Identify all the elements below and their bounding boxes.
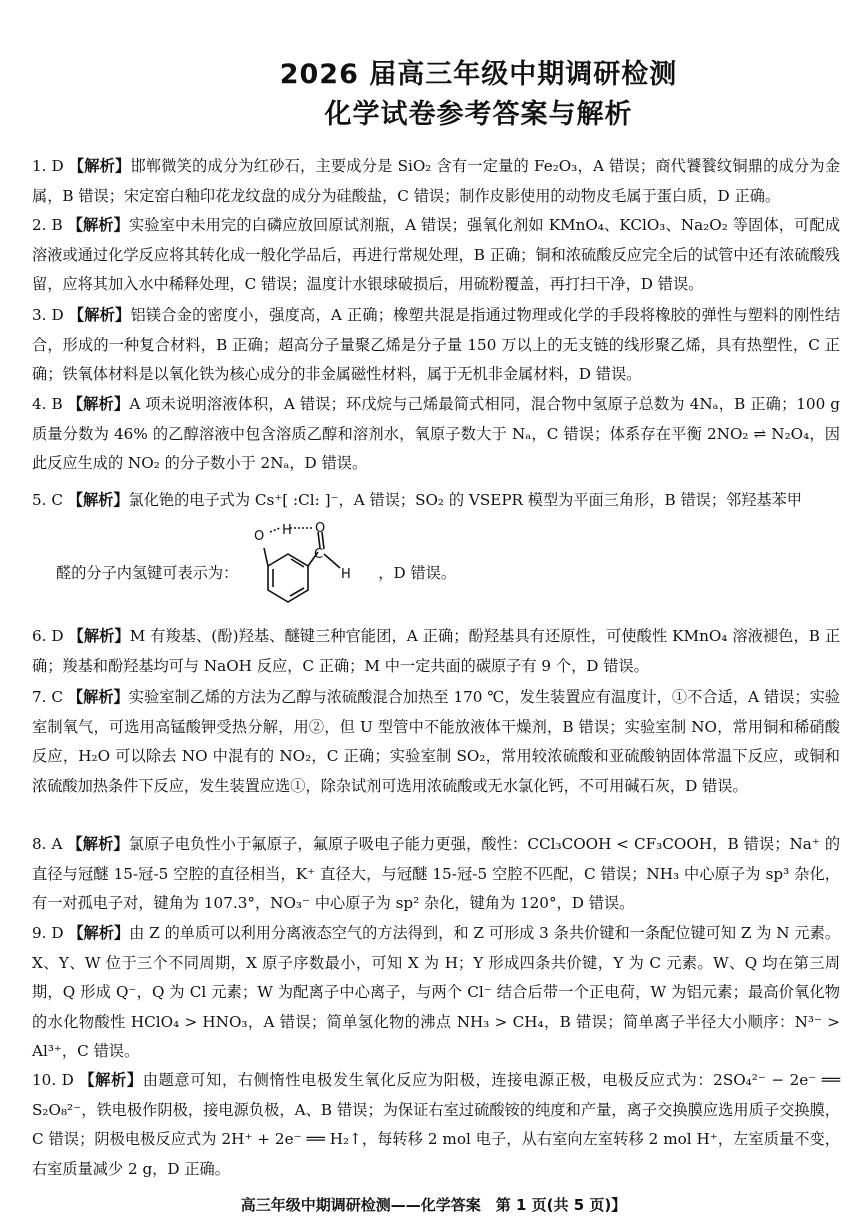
- analysis-text: 醛的分子内氢键可表示为：: [56, 564, 239, 582]
- answer-item-3: [32, 301, 840, 390]
- analysis-text: 铝镁合金的密度小，强度高，A 正确；橡塑共混是指通过物理或化学的手段将橡胶的弹性与塑料的刚性结合，形成的一种复合材料，B 正确；超高分子量聚乙烯是分子量 150 万以上的无支链的线形聚乙烯，具有热塑性，C 正确；铁氧体材料是以氧化铁为核心成分的非金属磁性材料，属于无机非金属材料，D 错误。: [32, 306, 841, 383]
- analysis-text: 由 Z 的单质可以利用分离液态空气的方法得到，和 Z 可形成 3 条共价键和一条配位键可知 Z 为 N 元素。X、Y、W 位于三个不同周期，X 原子序数最小，可知 X 为 H；Y 形成四条共价键，Y 为 C 元素。W、Q 均在第三周期，Q 形成 Q⁻，Q 为 Cl 元素；W 为配离子中心离子，与两个 Cl⁻ 结合后带一个正电荷，W 为铝元素；最高价氧化物的水化物酸性 HClO₄ > HNO₃，A 错误；简单氢化物的沸点 NH₃ > CH₄，B 错误；简单离子半径大小顺序：N³⁻ > Al³⁺，C 错误。: [32, 924, 841, 1060]
- analysis-tag: 【解析】: [67, 216, 129, 234]
- analysis-text: 实验室制乙烯的方法为乙醇与浓硫酸混合加热至 170 ℃，发生装置应有温度计，①不合适，A 错误；实验室制氧气，可选用高锰酸钾受热分解，用②，但 U 型管中不能放液体干燥剂，B 错误；实验室制 NO，常用铜和稀硝酸反应，H₂O 可以除去 NO 中混有的 NO₂，C 正确；实验室制 SO₂，常用较浓硫酸和亚硫酸钠固体常温下反应，或铜和浓硫酸加热条件下反应，发生装置应选①，除杂试剂可选用浓硫酸或无水氯化钙，不可用碱石灰，D 错误。: [32, 688, 840, 795]
- answer-number: 2. B: [32, 216, 63, 234]
- analysis-text: ，D 错误。: [378, 564, 457, 582]
- analysis-tag: 【解析】: [67, 835, 129, 853]
- answer-number: 8. A: [32, 835, 63, 853]
- oxygen-label: O: [254, 529, 265, 544]
- analysis-text: 实验室中未用完的白磷应放回原试剂瓶，A 错误；强氧化剂如 KMnO₄、KClO₃、Na₂O₂ 等固体，可配成溶液或通过化学反应将其转化成一般化学品后，再进行常规处理，B 正确；铜和浓硫酸反应完全后的试管中还有浓硫酸残留，应将其加入水中稀释处理，C 错误；温度计水银球破损后，用硫粉覆盖，再打扫干净，D 错误。: [32, 216, 841, 293]
- answer-number: 10. D: [32, 1071, 74, 1089]
- analysis-tag: 【解析】: [68, 157, 131, 175]
- answer-item-5: [32, 486, 840, 516]
- analysis-tag: 【解析】: [68, 627, 130, 645]
- answer-item-9: [32, 919, 840, 1067]
- answer-item-4: [32, 390, 840, 479]
- analysis-text: A 项未说明溶液体积，A 错误；环戊烷与己烯最简式相同，混合物中氢原子总数为 4Nₐ，B 正确；100 g 质量分数为 46% 的乙醇溶液中包含溶质乙醇和溶剂水，氧原子数大于 Nₐ，C 错误；体系存在平衡 2NO₂ ⇌ N₂O₄，因此反应生成的 NO₂ 的分子数小于 2Nₐ，D 错误。: [32, 395, 841, 472]
- answer-number: 7. C: [32, 688, 63, 706]
- analysis-tag: 【解析】: [67, 491, 129, 509]
- hydrogen-label-2: H: [341, 567, 351, 582]
- oxygen-label-2: O: [315, 522, 326, 536]
- answer-item-1: [32, 152, 840, 211]
- answer-number: 4. B: [32, 395, 63, 413]
- analysis-tag: 【解析】: [68, 306, 131, 324]
- analysis-text: 邯郸微笑的成分为红砂石，主要成分是 SiO₂ 含有一定量的 Fe₂O₃，A 错误；商代饕餮纹铜鼎的成分为金属，B 错误；宋定窑白釉印花龙纹盘的成分为硅酸盐，C 错误；制作皮影使用的动物皮毛属于蛋白质，D 正确。: [32, 157, 841, 205]
- answer-number: 1. D: [32, 157, 64, 175]
- analysis-tag: 【解析】: [67, 688, 129, 706]
- carbon-label: C: [314, 547, 324, 562]
- answer-item-2: [32, 211, 840, 300]
- analysis-tag: 【解析】: [79, 1071, 143, 1089]
- answer-item-8: [32, 830, 840, 919]
- answer-item-6: [32, 622, 840, 681]
- answer-number: 6. D: [32, 627, 64, 645]
- page-subtitle: 化学试卷参考答案与解析: [324, 99, 633, 130]
- answer-number: 9. D: [32, 924, 64, 942]
- hydrogen-label: H: [282, 523, 292, 538]
- analysis-text: 由题意可知，右侧惰性电极发生氧化反应为阳极，连接电源正极，电极反应式为：2SO₄²⁻ − 2e⁻ ══ S₂O₈²⁻，铁电极作阴极，接电源负极，A、B 错误；为保证右室过硫酸铵的纯度和产量，离子交换膜应选用质子交换膜，C 错误；阴极电极反应式为 2H⁺ + 2e⁻ ══ H₂↑，每转移 2 mol 电子，从右室向左室转移 2 mol H⁺，左室质量不变，右室质量减少 2 g，D 正确。: [32, 1071, 841, 1178]
- analysis-tag: 【解析】: [68, 924, 130, 942]
- answer-item-7: [32, 683, 840, 801]
- answer-item-10: [32, 1066, 840, 1184]
- analysis-text: M 有羧基、(酚)羟基、醚键三种官能团，A 正确；酚羟基具有还原性，可使酸性 KMnO₄ 溶液褪色，B 正确；羧基和酚羟基均可与 NaOH 反应，C 正确；M 中一定共面的碳原子有 9 个，D 错误。: [32, 627, 841, 675]
- analysis-text: 氯化铯的电子式为 Cs⁺[ :Cl: ]⁻，A 错误；SO₂ 的 VSEPR 模型为平面三角形，B 错误；邻羟基苯甲: [128, 491, 802, 509]
- answer-number: 5. C: [32, 491, 63, 509]
- analysis-tag: 【解析】: [67, 395, 130, 413]
- answer-number: 3. D: [32, 306, 64, 324]
- analysis-text: 氯原子电负性小于氟原子，氟原子吸电子能力更强，酸性：CCl₃COOH < CF₃COOH，B 错误；Na⁺ 的直径与冠醚 15-冠-5 空腔的直径相当，K⁺ 直径大，与冠醚 15-冠-5 空腔不匹配，C 错误；NH₃ 中心原子为 sp³ 杂化，有一对孤电子对，键角为 107.3°，NO₃⁻ 中心原子为 sp² 杂化，键角为 120°，D 错误。: [32, 835, 841, 912]
- page-title: 2026 届高三年级中期调研检测: [279, 59, 678, 90]
- page-footer: 高三年级中期调研检测——化学答案 第 1 页(共 5 页)】: [240, 1196, 627, 1214]
- salicylaldehyde-structure-diagram: [240, 522, 390, 614]
